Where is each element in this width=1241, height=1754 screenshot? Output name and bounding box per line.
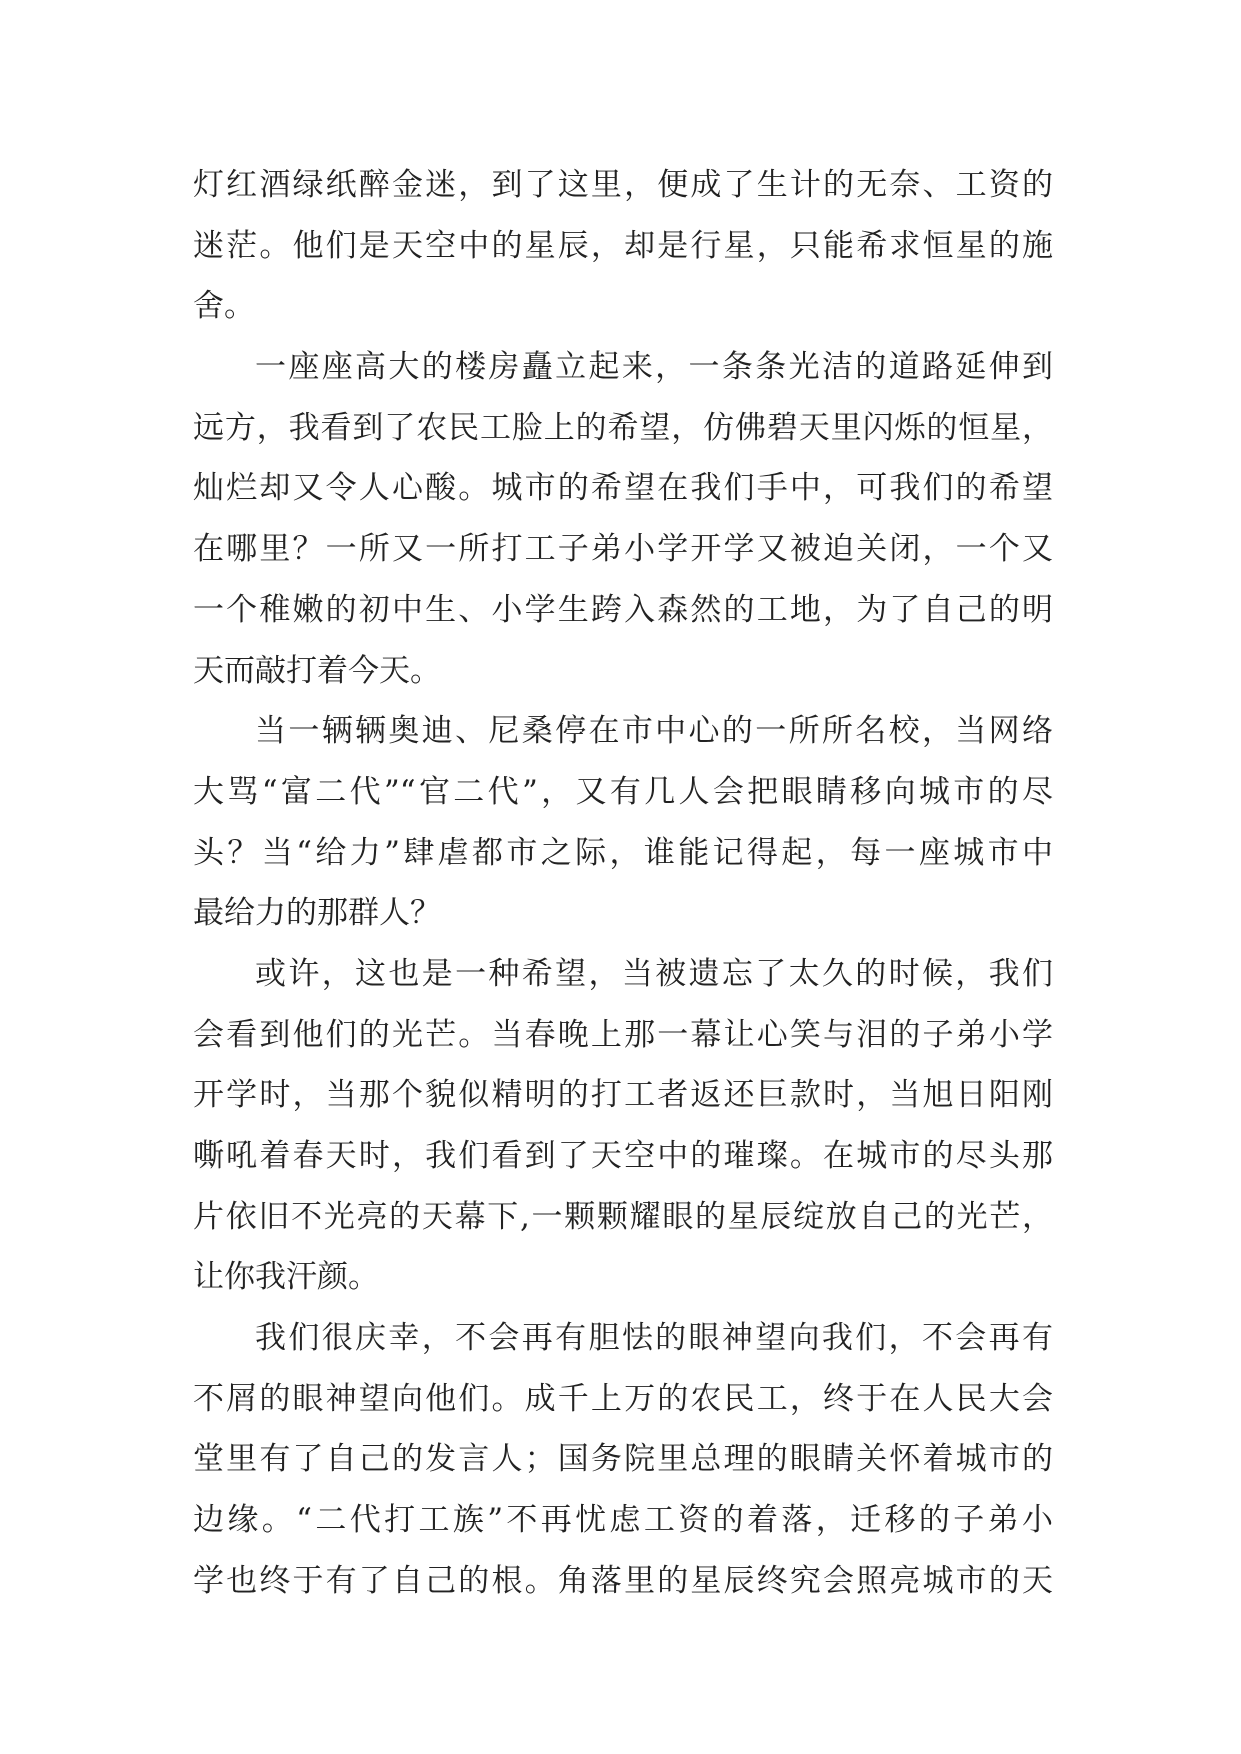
text-line: 会看到他们的光芒。当春晚上那一幕让心笑与泪的子弟小学	[193, 1016, 1053, 1053]
text-line: 学也终于有了自己的根。角落里的星辰终究会照亮城市的天	[193, 1562, 1053, 1599]
text-line: 最给力的那群人？	[193, 895, 441, 932]
text-line: 舍。	[193, 288, 255, 325]
text-line: 片依旧不光亮的天幕下,一颗颗耀眼的星辰绽放自己的光芒，	[193, 1198, 1053, 1235]
text-line: 堂里有了自己的发言人；国务院里总理的眼睛关怀着城市的	[193, 1441, 1053, 1478]
text-line: 灯红酒绿纸醉金迷，到了这里，便成了生计的无奈、工资的	[193, 167, 1053, 203]
text-line: 头？当“给力”肆虐都市之际，谁能记得起，每一座城市中	[193, 834, 1053, 871]
text-line: 嘶吼着春天时，我们看到了天空中的璀璨。在城市的尽头那	[193, 1138, 1053, 1174]
text-line: 灿烂却又令人心酸。城市的希望在我们手中，可我们的希望	[193, 470, 1053, 507]
text-line: 不屑的眼神望向他们。成千上万的农民工，终于在人民大会	[193, 1380, 1053, 1417]
text-line: 开学时，当那个貌似精明的打工者返还巨款时，当旭日阳刚	[193, 1077, 1053, 1114]
text-line: 迷茫。他们是天空中的星辰，却是行星，只能希求恒星的施	[193, 227, 1053, 264]
text-line: 让你我汗颜。	[193, 1259, 379, 1296]
document-body	[193, 155, 1053, 1612]
text-line: 一个稚嫩的初中生、小学生跨入森然的工地，为了自己的明	[193, 591, 1053, 628]
text-line: 远方，我看到了农民工脸上的希望，仿佛碧天里闪烁的恒星，	[193, 409, 1053, 446]
text-line: 天而敲打着今天。	[193, 652, 441, 689]
text-line: 边缘。“二代打工族”不再忧虑工资的着落，迁移的子弟小	[193, 1502, 1053, 1539]
text-line: 一座座高大的楼房矗立起来，一条条光洁的道路延伸到	[255, 349, 1053, 386]
text-line: 或许，这也是一种希望，当被遗忘了太久的时候，我们	[255, 955, 1053, 992]
text-line: 我们很庆幸，不会再有胆怯的眼神望向我们，不会再有	[255, 1320, 1053, 1357]
text-line: 大骂“富二代”“官二代”，又有几人会把眼睛移向城市的尽	[193, 773, 1053, 810]
text-line: 在哪里？一所又一所打工子弟小学开学又被迫关闭，一个又	[193, 531, 1053, 568]
text-line: 当一辆辆奥迪、尼桑停在市中心的一所所名校，当网络	[255, 713, 1053, 750]
